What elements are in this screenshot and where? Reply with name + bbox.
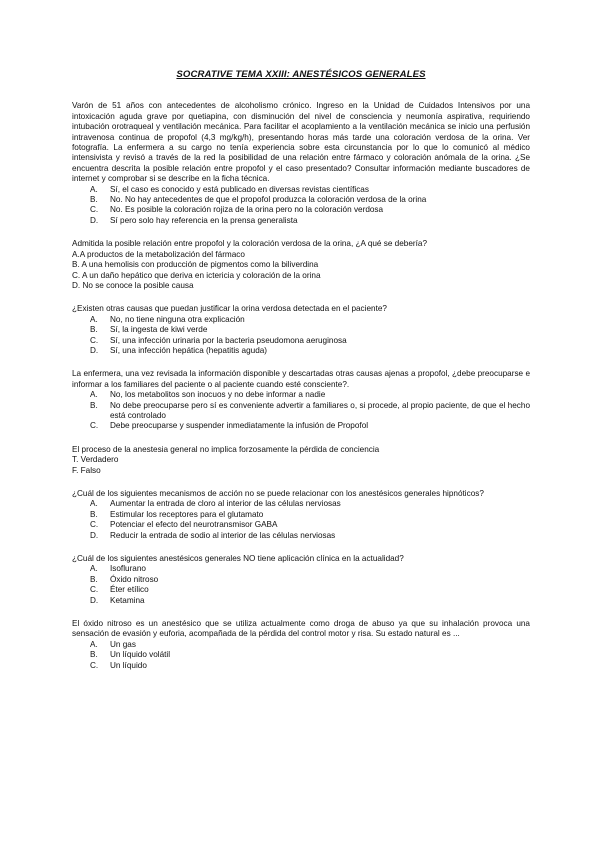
option: A. Un gas [90,639,136,649]
option: D. No se conoce la posible causa [72,280,194,290]
question-2-options [72,250,530,292]
option: A. Sí, el caso es conocido y está publicado en diversas revistas científicas [90,184,369,194]
question-8-options [72,640,530,671]
option: B. Un líquido volátil [90,650,171,660]
question-4 [72,369,530,431]
option: A.A productos de la metabolización del fármaco [72,249,245,259]
question-8-text: El óxido nitroso es un anestésico que se utiliza actualmente como droga de abuso ya que su inhalación provoca una sensación de evasión y euforia, acompañada de la pérdida del control motor y risa. Su estado natural es ... [72,619,530,639]
option: T. Verdadero [72,455,119,465]
question-4-text: La enfermera, una vez revisada la información disponible y descartadas otras causas ajenas a propofol, ¿debe preocuparse e informar a los familiares del paciente o al paciente cuando esté consciente?. [72,369,530,389]
question-6-text: ¿Cuál de los siguientes mecanismos de acción no se puede relacionar con los anestésicos generales hipnóticos? [72,489,484,498]
option: F. Falso [72,465,101,475]
option: C. Potenciar el efecto del neurotransmisor GABA [90,520,278,530]
option: B. No debe preocuparse pero sí es conveniente advertir a familiares o, si procede, al propio paciente, de que el hecho está controlado [90,400,530,420]
option: B. Estimular los receptores para el glutamato [90,509,264,519]
question-6-options [72,499,530,541]
option: C. Debe preocuparse y suspender inmediatamente la infusión de Propofol [90,421,369,431]
question-7-options [72,564,530,606]
question-7-text: ¿Cuál de los siguientes anestésicos generales NO tiene aplicación clínica en la actualidad? [72,554,404,564]
question-1-options [72,185,530,227]
question-3-options [72,315,530,357]
option: C. Sí, una infección urinaria por la bacteria pseudomona aeruginosa [90,335,347,345]
question-8 [72,619,530,671]
option: D. Sí, una infección hepática (hepatitis aguda) [90,345,268,355]
question-2 [72,239,530,291]
option: B. A una hemolisis con producción de pigmentos como la biliverdina [72,260,319,270]
question-4-options [72,390,530,432]
option: B. No. No hay antecedentes de que el propofol produzca la coloración verdosa de la orina [90,195,427,205]
option: C. A un daño hepático que deriva en ictericia y coloración de la orina [72,270,321,280]
option: D. Reducir la entrada de sodio al interior de las células nerviosas [90,530,336,540]
document-page [72,70,530,684]
question-2-text: Admitida la posible relación entre propofol y la coloración verdosa de la orina, ¿A qué se debería? [72,239,428,249]
question-5-options [72,455,530,476]
question-3 [72,304,530,356]
question-6 [72,489,530,541]
option: B. Sí, la ingesta de kiwi verde [90,325,208,335]
option: D. Ketamina [90,595,145,605]
question-7 [72,554,530,606]
option: B. Óxido nitroso [90,574,159,584]
option: C. Éter etílico [90,585,149,595]
question-5-text: El proceso de la anestesia general no implica forzosamente la pérdida de conciencia [72,444,380,454]
question-3-text: ¿Existen otras causas que puedan justificar la orina verdosa detectada en el paciente? [72,304,387,314]
option: A. Isoflurano [90,564,146,574]
option: A. No, los metabolitos son inocuos y no debe informar a nadie [90,390,326,400]
question-5 [72,445,530,476]
option: D. Sí pero solo hay referencia en la prensa generalista [90,215,298,225]
option: A. No, no tiene ninguna otra explicación [90,314,245,324]
option: A. Aumentar la entrada de cloro al interior de las células nerviosas [90,499,341,509]
question-1-text: Varón de 51 años con antecedentes de alcoholismo crónico. Ingreso en la Unidad de Cuidados Intensivos por una intoxicación aguda grave por quetiapina, con disminución del nivel de consciencia y neumonía aspirativa, requiriendo intubación orotraqueal y ventilación mecánica. Para facilitar el acoplamiento a la ventilación mecánica se inicio una perfusión intravenosa continua de propofol (4,3 mg/kg/h), presentando horas más tarde una coloración verdosa de la orina. Ver fotografía. La enfermera a su cargo no tenía experiencia sobre esta circunstancia por lo que lo comunicó al médico intensivista y revisó a través de la red la posibilidad de una relación entre fármaco y coloración anómala de la orina. ¿Se encuentra descrita la posible relación entre propofol y el caso presentado? Consultar información mediante buscadores de internet y comprobar si se describe en la ficha técnica. [72,101,530,184]
option: C. No. Es posible la coloración rojiza de la orina pero no la coloración verdosa [90,205,384,215]
page-title: SOCRATIVE TEMA XXIII: ANESTÉSICOS GENERALES [176,69,426,80]
question-1 [72,101,530,226]
option: C. Un líquido [90,660,147,670]
